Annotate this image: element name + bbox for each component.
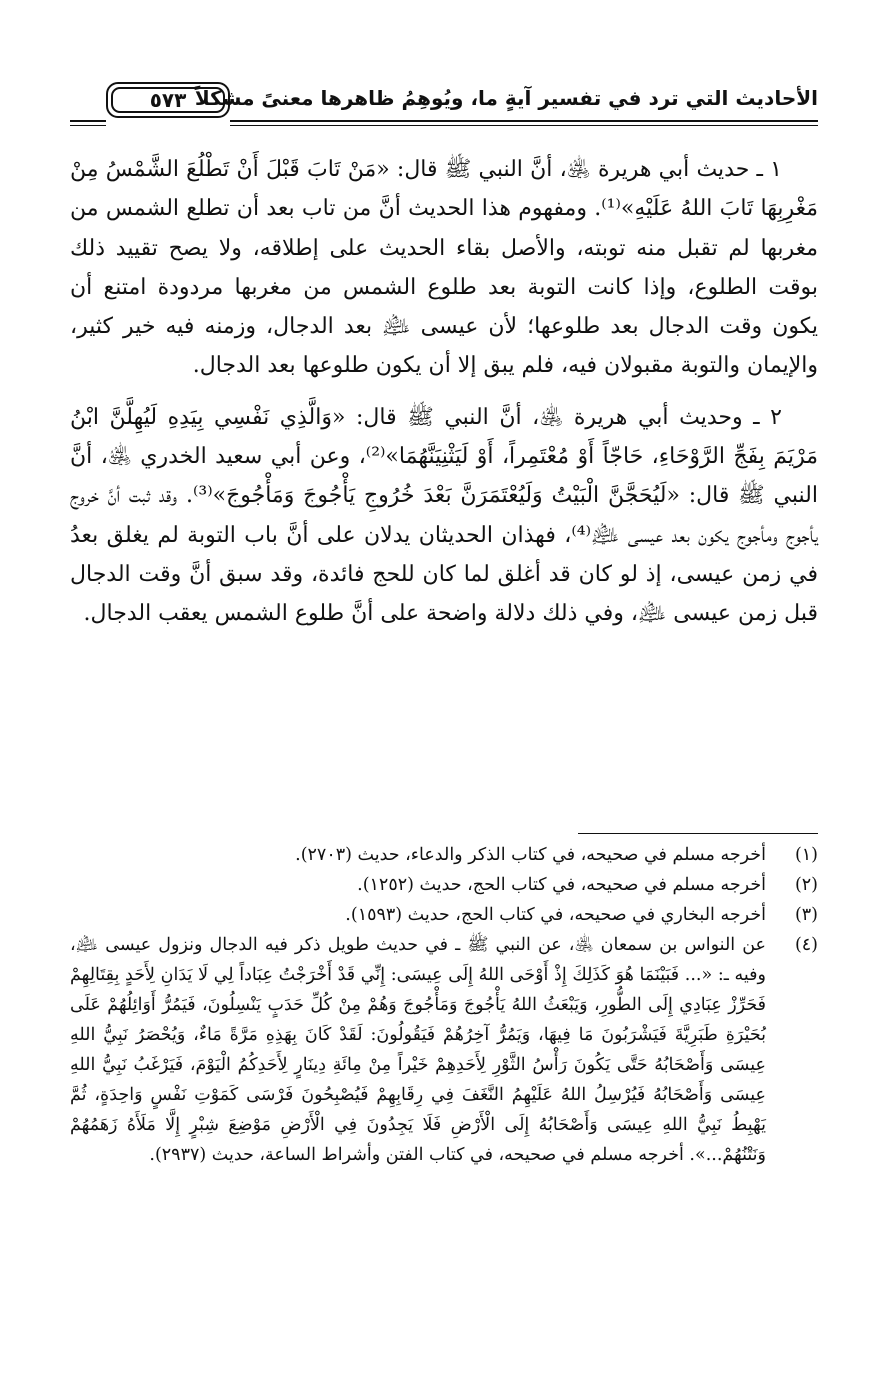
footnote-number: (٣) bbox=[794, 905, 818, 925]
page-header bbox=[70, 82, 818, 132]
footnote-item bbox=[70, 870, 818, 900]
header-rule bbox=[230, 120, 818, 122]
main-text bbox=[70, 150, 818, 634]
header-rule bbox=[70, 120, 106, 122]
footnote-number: (٤) bbox=[794, 935, 818, 955]
page-number-frame bbox=[106, 82, 230, 118]
header-rule bbox=[230, 125, 818, 126]
footnote-number: (١) bbox=[794, 845, 818, 865]
header-rule bbox=[70, 125, 106, 126]
footnote-text: أخرجه البخاري في صحيحه، في كتاب الحج، حديث (١٥٩٣). bbox=[345, 905, 766, 925]
running-title: الأحاديث التي ترد في تفسير آيةٍ ما، ويُوهِمُ ظاهرها معنىً مشكلاً bbox=[194, 86, 818, 110]
footnote-item bbox=[70, 840, 818, 870]
paragraph-2: ٢ ـ وحديث أبي هريرة ﵁، أنَّ النبي ﷺ قال: «وَالَّذِي نَفْسِي بِيَدِهِ لَيُهِلَّنَّ ابْنُ مَرْيَمَ بِفَجِّ الرَّوْحَاءِ، حَاجّاً أَوْ مُعْتَمِراً، أَوْ لَيَثْنِيَنَّهُمَا»⁽²⁾، وعن أبي سعيد الخدري ﵁، أنَّ النبي ﷺ قال: «لَيُحَجَّنَّ الْبَيْتُ وَلَيُعْتَمَرَنَّ بَعْدَ خُرُوجِ يَأْجُوجَ وَمَأْجُوجَ»⁽³⁾. وقد ثبت أنَّ خروج يأجوج ومأجوج يكون بعد عيسى ﵇⁽⁴⁾، فهذان الحديثان يدلان على أنَّ باب التوبة لم يغلق بعدُ في زمن عيسى، إذ لو كان قد أغلق لما كان للحج فائدة، وقد سبق أنَّ وقت الدجال قبل زمن عيسى ﵇، وفي ذلك دلالة واضحة على أنَّ طلوع الشمس يعقب الدجال. bbox=[70, 404, 818, 627]
footnote-item bbox=[70, 930, 818, 1170]
page-number: ٥٧٣ bbox=[149, 88, 187, 112]
footnote-text: أخرجه مسلم في صحيحه، في كتاب الذكر والدعاء، حديث (٢٧٠٣). bbox=[295, 845, 766, 865]
footnote-text: عن النواس بن سمعان ﵁، عن النبي ﷺ ـ في حديث طويل ذكر فيه الدجال ونزول عيسى ﵇، وفيه ـ: «... فَبَيْنَمَا هُوَ كَذَلِكَ إِذْ أَوْحَى اللهُ إِلَى عِيسَى: إِنِّي قَدْ أَخْرَجْتُ عِبَاداً لِي لَا يَدَانِ لِأَحَدٍ بِقِتَالِهِمْ فَحَرِّزْ عِبَادِي إِلَى الطُّورِ، وَيَبْعَثُ اللهُ يَأْجُوجَ وَمَأْجُوجَ وَهُمْ مِنْ كُلِّ حَدَبٍ يَنْسِلُونَ، فَيَمُرُّ أَوَائِلُهُمْ عَلَى بُحَيْرَةِ طَبَرِيَّةَ فَيَشْرَبُونَ مَا فِيهَا، وَيَمُرُّ آخِرُهُمْ فَيَقُولُونَ: لَقَدْ كَانَ بِهَذِهِ مَرَّةً مَاءٌ، وَيُحْصَرُ نَبِيُّ اللهِ عِيسَى وَأَصْحَابُهُ حَتَّى يَكُونَ رَأْسُ الثَّوْرِ لِأَحَدِهِمْ خَيْراً مِنْ مِائَةِ دِينَارٍ لِأَحَدِكُمُ الْيَوْمَ، فَيَرْغَبُ نَبِيُّ اللهِ عِيسَى وَأَصْحَابُهُ فَيُرْسِلُ اللهُ عَلَيْهِمُ النَّغَفَ فِي رِقَابِهِمْ فَيُصْبِحُونَ فَرْسَى كَمَوْتِ نَفْسٍ وَاحِدَةٍ، ثُمَّ يَهْبِطُ نَبِيُّ اللهِ عِيسَى وَأَصْحَابُهُ إِلَى الْأَرْضِ فَلَا يَجِدُونَ فِي الْأَرْضِ مَوْضِعَ شِبْرٍ إِلَّا مَلَأَهُ زَهَمُهُمْ وَنَتْنُهُمْ...». أخرجه مسلم في صحيحه، في كتاب الفتن وأشراط الساعة، حديث (٢٩٣٧). bbox=[70, 935, 766, 1165]
footnote-separator bbox=[578, 833, 818, 834]
footnotes bbox=[70, 840, 818, 1170]
footnote-text: أخرجه مسلم في صحيحه، في كتاب الحج، حديث (١٢٥٢). bbox=[357, 875, 766, 895]
footnote-number: (٢) bbox=[794, 875, 818, 895]
paragraph-1: ١ ـ حديث أبي هريرة ﵁، أنَّ النبي ﷺ قال: «مَنْ تَابَ قَبْلَ أَنْ تَطْلُعَ الشَّمْسُ مِنْ مَغْرِبِهَا تَابَ اللهُ عَلَيْهِ»⁽¹⁾. ومفهوم هذا الحديث أنَّ من تاب بعد أن تطلع الشمس من مغربها لم تقبل منه توبته، والأصل بقاء الحديث على إطلاقه، ولا يصح تقييد ذلك بوقت الطلوع، وإذا كانت التوبة بعد طلوع الشمس من مغربها مردودة امتنع أن يكون وقت الدجال بعد طلوعها؛ لأن عيسى ﵇ بعد الدجال، وزمنه فيه خير كثير، والإيمان والتوبة مقبولان فيه، فلم يبق إلا أن يكون طلوعها بعد الدجال. bbox=[70, 157, 819, 379]
footnote-item bbox=[70, 900, 818, 930]
